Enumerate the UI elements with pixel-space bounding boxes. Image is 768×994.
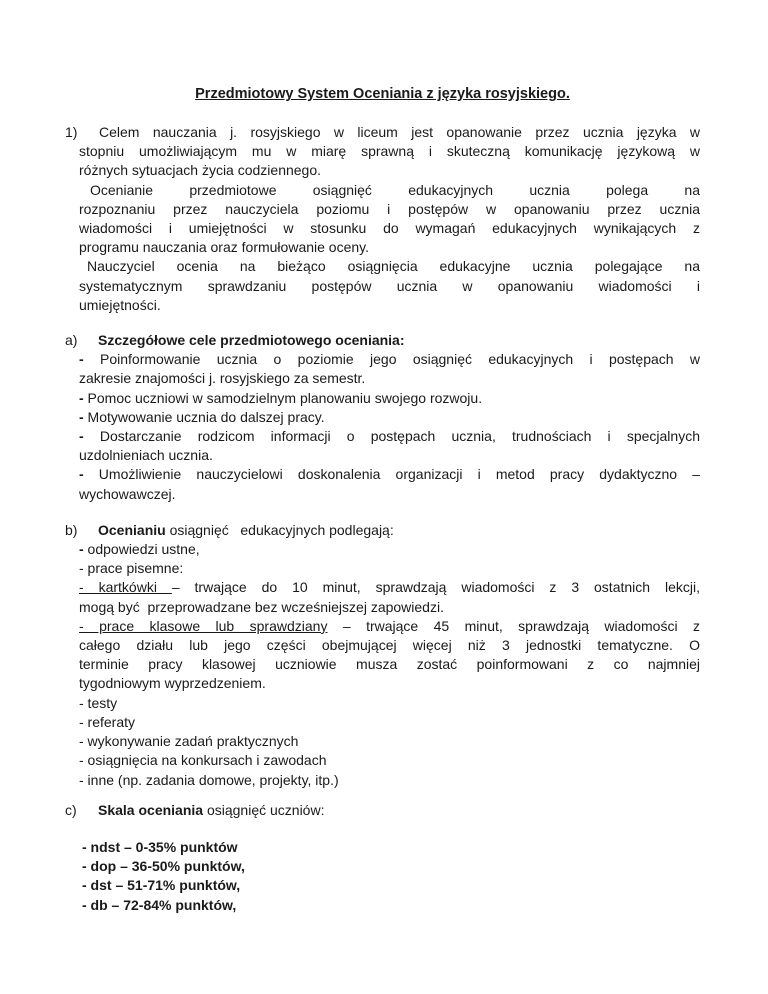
section-1 [65, 123, 700, 315]
list-item-line: terminie pracy klasowej uczniowie musza zostać poinformowani z co najmniej [79, 656, 700, 673]
list-item-line: - referaty [79, 713, 136, 730]
document-content [65, 84, 700, 915]
list-item-text: Pomoc uczniowi w samodzielnym planowaniu swojego rozwoju. [83, 389, 483, 406]
list-item-line: - osiągnięcia na konkursach i zawodach [79, 752, 327, 769]
heading-bold-text: Ocenianiu [98, 521, 166, 538]
list-item-line [79, 350, 700, 369]
list-item-line: - wykonywanie zadań praktycznych [79, 733, 299, 750]
list-dash: - [79, 428, 84, 445]
list-item-line: - testy [79, 694, 118, 711]
list-item-line [79, 389, 700, 408]
list-item-line: zakresie znajomości j. rosyjskiego za semestr. [79, 370, 366, 387]
list-dash: - [79, 389, 84, 406]
paragraph-line: umiejętności. [79, 296, 161, 313]
heading-rest-text: osiągnięć uczniów: [203, 801, 325, 818]
grade-line: - dop – 36-50% punktów, [82, 858, 245, 875]
list-item-text: – trwające 45 minut, sprawdzają wiadomości z [327, 617, 700, 634]
list-dash: - [79, 408, 84, 425]
paragraph-line: Ocenianie przedmiotowe osiągnięć edukacyjnych ucznia polega na [90, 181, 700, 198]
list-item-line: uzdolnieniach ucznia. [79, 447, 213, 464]
list-item-line [79, 578, 700, 597]
paragraph-line: systematycznym sprawdzaniu postępów ucznia w opanowaniu wiadomości i [79, 277, 700, 294]
underlined-term: - kartkówki [79, 579, 172, 596]
list-item-line [79, 427, 700, 446]
underlined-term: - prace klasowe lub sprawdziany [79, 617, 328, 634]
section-heading [79, 521, 700, 540]
list-item-line: - prace pisemne: [79, 560, 184, 577]
paragraph-line: różnych sytuacjach życia codziennego. [79, 162, 322, 179]
paragraph-line: programu nauczania oraz formułowanie oceny. [79, 239, 370, 256]
list-item-text: Poinformowanie ucznia o poziomie jego osiągnięć edukacyjnych i postępach w [83, 351, 700, 368]
list-item-text: Motywowanie ucznia do dalszej pracy. [83, 408, 325, 425]
section-heading: Szczegółowe cele przedmiotowego oceniania: [98, 332, 405, 349]
list-item-line: wychowawczej. [79, 485, 176, 502]
section-label: 1) [65, 124, 78, 140]
list-item-line: - inne (np. zadania domowe, projekty, itp.) [79, 771, 339, 788]
list-item-line [79, 617, 700, 636]
section-c [65, 801, 700, 915]
list-item-text: Umożliwienie nauczycielowi doskonalenia organizacji i metod pracy dydaktyczno – [83, 466, 700, 483]
document-title: Przedmiotowy System Oceniania z języka rosyjskiego. [195, 86, 570, 102]
list-dash: - [79, 351, 84, 368]
list-item-line [79, 465, 700, 484]
list-item-line: tygodniowym wyprzedzeniem. [79, 675, 266, 692]
heading-rest-text: osiągnięć edukacyjnych podlegają: [165, 521, 394, 538]
list-dash: - [79, 466, 84, 483]
list-item-text: Dostarczanie rodzicom informacji o postępach ucznia, trudnościach i specjalnych [83, 428, 700, 445]
section-b [65, 521, 700, 790]
grade-line: - dst – 51-71% punktów, [82, 877, 241, 894]
list-item-line [79, 540, 700, 559]
list-item-line: mogą być przeprowadzane bez wcześniejszej zapowiedzi. [79, 598, 444, 615]
section-label: c) [65, 801, 77, 818]
heading-bold-text: Skala oceniania [98, 801, 204, 818]
paragraph-line: Celem nauczania j. rosyjskiego w liceum jest opanowanie przez ucznia języka w [99, 124, 700, 140]
list-item-text: – trwające do 10 minut, sprawdzają wiadomości z 3 ostatnich lekcji, [171, 579, 700, 596]
grade-scale-list [82, 838, 700, 915]
section-label: a) [65, 332, 78, 349]
list-item-text: odpowiedzi ustne, [83, 541, 200, 558]
grade-line: - db – 72-84% punktów, [82, 896, 237, 913]
list-dash: - [79, 541, 84, 558]
paragraph-line: Nauczyciel ocenia na bieżąco osiągnięcia edukacyjne ucznia polegające na [87, 258, 700, 275]
list-item-line: całego działu lub jego części obejmującej więcej niż 3 jednostki tematyczne. O [79, 637, 700, 654]
list-item-line [79, 408, 700, 427]
section-a [65, 331, 700, 504]
section-heading [79, 801, 700, 820]
section-label: b) [65, 521, 78, 538]
paragraph-line: rozpoznaniu przez nauczyciela poziomu i postępów w opanowaniu przez ucznia [79, 200, 700, 217]
paragraph-line: wiadomości i umiejętności w stosunku do wymagań edukacyjnych wynikających z [79, 220, 700, 237]
grade-line: - ndst – 0-35% punktów [82, 838, 238, 855]
paragraph-line: stopniu umożliwiającym mu w miarę sprawną i skuteczną komunikację językową w [79, 143, 700, 160]
